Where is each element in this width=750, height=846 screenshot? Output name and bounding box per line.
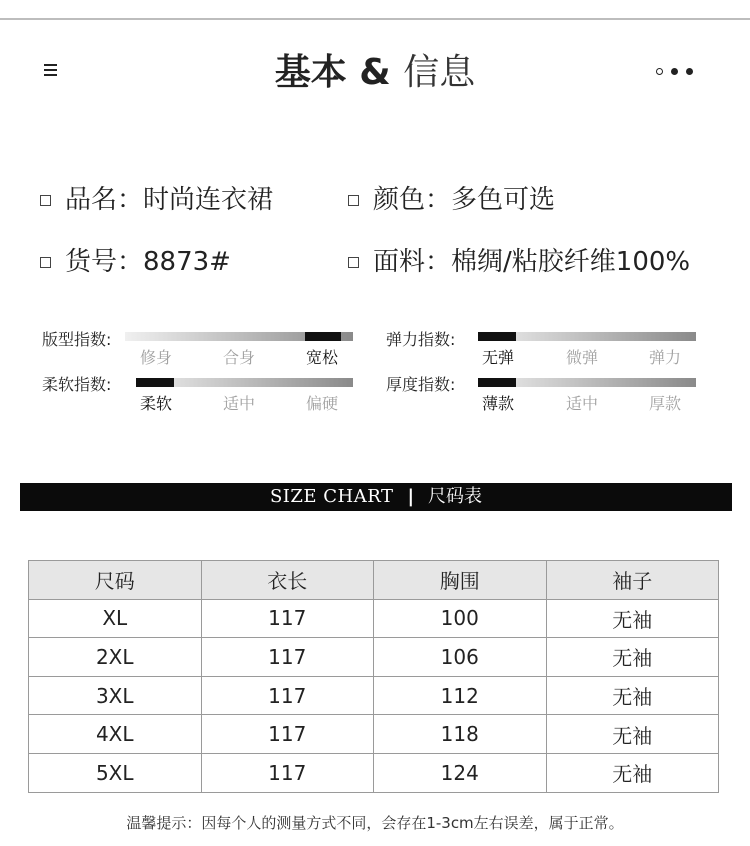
- table-row: [29, 676, 719, 715]
- size-chart-title-en: SIZE CHART: [269, 486, 394, 507]
- measurement-note: 温馨提示：因每个人的测量方式不同，会存在1-3cm左右误差，属于正常。: [126, 814, 624, 832]
- index-option-softness-2: 适中: [222, 394, 255, 413]
- table-cell: 112: [374, 676, 547, 715]
- index-bar-thickness: [478, 378, 696, 387]
- dot-filled: [686, 68, 693, 75]
- index-marker-fit: [305, 332, 341, 341]
- index-option-softness-1: 柔软: [139, 394, 172, 413]
- table-cell: 3XL: [29, 676, 202, 715]
- info-sku-value: 8873#: [143, 247, 231, 277]
- table-header-length: 衣长: [201, 561, 374, 600]
- table-cell: 124: [374, 753, 547, 792]
- table-cell: 117: [201, 599, 374, 638]
- table-row: [29, 638, 719, 677]
- table-cell: 117: [201, 715, 374, 754]
- title-bold: 基本: [274, 52, 347, 93]
- table-cell: 无袖: [546, 715, 719, 754]
- index-option-fit-1: 修身: [139, 348, 172, 367]
- table-cell: 无袖: [546, 753, 719, 792]
- info-fabric-label: 面料：: [373, 247, 452, 277]
- table-cell: 100: [374, 599, 547, 638]
- info-fabric-value: 棉绸/粘胶纤维100%: [451, 247, 691, 277]
- table-cell: 无袖: [546, 599, 719, 638]
- size-chart-title-cn: 尺码表: [428, 486, 483, 507]
- index-option-stretch-1: 无弹: [481, 348, 514, 367]
- index-bar-fit: [125, 332, 353, 341]
- index-marker-thickness: [478, 378, 516, 387]
- index-option-fit-2: 合身: [222, 348, 255, 367]
- index-option-thickness-2: 适中: [565, 394, 598, 413]
- info-fabric: [348, 246, 690, 278]
- info-sku-label: 货号：: [65, 247, 144, 277]
- table-header-size: 尺码: [29, 561, 202, 600]
- size-chart-divider: |: [407, 486, 415, 507]
- index-option-fit-3: 宽松: [305, 348, 338, 367]
- info-color-label: 颜色：: [373, 185, 452, 215]
- index-label-stretch: 弹力指数:: [386, 330, 456, 349]
- index-marker-softness: [136, 378, 174, 387]
- title-amp: &: [346, 52, 404, 93]
- square-bullet-icon: [348, 257, 359, 268]
- more-dots-icon[interactable]: [656, 68, 693, 75]
- info-sku: [40, 246, 231, 278]
- index-label-fit: 版型指数:: [42, 330, 112, 349]
- index-label-softness: 柔软指数:: [42, 375, 112, 394]
- index-marker-stretch: [478, 332, 516, 341]
- table-header-bust: 胸围: [374, 561, 547, 600]
- table-cell: 5XL: [29, 753, 202, 792]
- table-row: [29, 753, 719, 792]
- table-cell: 无袖: [546, 676, 719, 715]
- info-color-value: 多色可选: [451, 185, 556, 215]
- page-title: [0, 50, 750, 96]
- index-label-thickness: 厚度指数:: [386, 375, 456, 394]
- table-row: [29, 599, 719, 638]
- table-cell: 无袖: [546, 638, 719, 677]
- info-name: [40, 184, 273, 216]
- index-option-stretch-3: 弹力: [648, 348, 681, 367]
- square-bullet-icon: [40, 257, 51, 268]
- index-bar-stretch: [478, 332, 696, 341]
- index-bar-softness: [136, 378, 353, 387]
- table-header-sleeve: 袖子: [546, 561, 719, 600]
- table-cell: 2XL: [29, 638, 202, 677]
- square-bullet-icon: [348, 195, 359, 206]
- square-bullet-icon: [40, 195, 51, 206]
- index-option-thickness-3: 厚款: [648, 394, 681, 413]
- table-cell: 4XL: [29, 715, 202, 754]
- table-cell: XL: [29, 599, 202, 638]
- info-name-label: 品名：: [65, 185, 144, 215]
- size-chart-banner: [20, 483, 732, 511]
- table-cell: 118: [374, 715, 547, 754]
- table-cell: 117: [201, 753, 374, 792]
- title-light: 信息: [403, 52, 476, 93]
- size-table: [28, 560, 719, 793]
- info-name-value: 时尚连衣裙: [143, 185, 274, 215]
- top-divider: [0, 18, 750, 20]
- index-option-softness-3: 偏硬: [305, 394, 338, 413]
- info-color: [348, 184, 555, 216]
- index-option-stretch-2: 微弹: [565, 348, 598, 367]
- table-cell: 117: [201, 676, 374, 715]
- table-cell: 106: [374, 638, 547, 677]
- index-option-thickness-1: 薄款: [481, 394, 514, 413]
- table-header-row: [29, 561, 719, 600]
- dot-filled: [671, 68, 678, 75]
- table-row: [29, 715, 719, 754]
- table-cell: 117: [201, 638, 374, 677]
- dot-hollow: [656, 68, 663, 75]
